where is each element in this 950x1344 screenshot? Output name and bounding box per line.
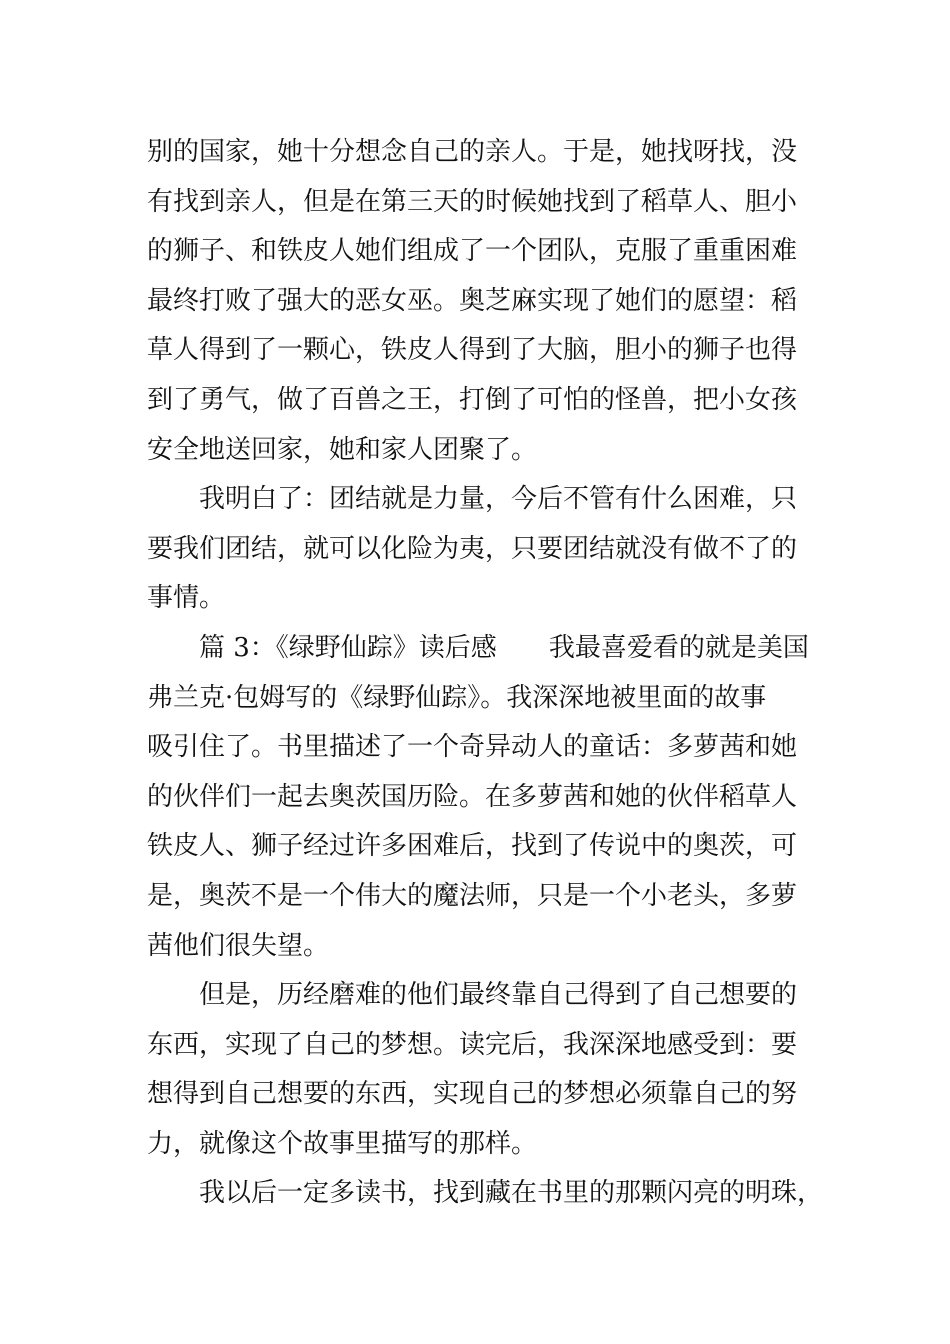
- text-line: 事情。: [147, 583, 226, 614]
- text-line: 力，就像这个故事里描写的那样。: [147, 1128, 538, 1159]
- text-line: 吸引住了。书里描述了一个奇异动人的童话：多萝茜和她: [147, 732, 798, 763]
- text-line: 最终打败了强大的恶女巫。奥芝麻实现了她们的愿望：稻: [147, 285, 798, 316]
- section-heading-line: [147, 624, 827, 674]
- text-line: 的伙伴们一起去奥茨国历险。在多萝茜和她的伙伴稻草人: [147, 781, 798, 812]
- text-line: 我明白了：团结就是力量，今后不管有什么困难，只: [199, 484, 798, 515]
- document-body: [147, 128, 827, 1219]
- text-line: 是，奥茨不是一个伟大的魔法师，只是一个小老头，多萝: [147, 880, 798, 911]
- text-line: 但是，历经磨难的他们最终靠自己得到了自己想要的: [199, 980, 798, 1011]
- text-line: 铁皮人、狮子经过许多困难后，找到了传说中的奥茨，可: [147, 831, 798, 862]
- text-line-segment: 我最喜爱看的就是美国: [548, 632, 809, 663]
- text-line: 东西，实现了自己的梦想。读完后，我深深地感受到：要: [147, 1029, 798, 1060]
- text-line: 弗兰克·包姆写的《绿野仙踪》。我深深地被里面的故事: [147, 682, 767, 713]
- text-line: 要我们团结，就可以化险为夷，只要团结就没有做不了的: [147, 533, 798, 564]
- text-line: 有找到亲人，但是在第三天的时候她找到了稻草人、胆小: [147, 186, 798, 217]
- text-line: 想得到自己想要的东西，实现自己的梦想必须靠自己的努: [147, 1079, 798, 1110]
- text-line: 草人得到了一颗心，铁皮人得到了大脑，胆小的狮子也得: [147, 335, 798, 366]
- section-heading: 篇 3：《绿野仙踪》读后感: [199, 632, 497, 663]
- text-line: 到了勇气，做了百兽之王，打倒了可怕的怪兽，把小女孩: [147, 384, 798, 415]
- text-line: 我以后一定多读书，找到藏在书里的那颗闪亮的明珠，: [199, 1178, 824, 1209]
- text-line: 的狮子、和铁皮人她们组成了一个团队，克服了重重困难: [147, 236, 798, 267]
- text-line: 茜他们很失望。: [147, 930, 330, 961]
- text-line: 安全地送回家，她和家人团聚了。: [147, 434, 538, 465]
- text-line: 别的国家，她十分想念自己的亲人。于是，她找呀找，没: [147, 137, 798, 167]
